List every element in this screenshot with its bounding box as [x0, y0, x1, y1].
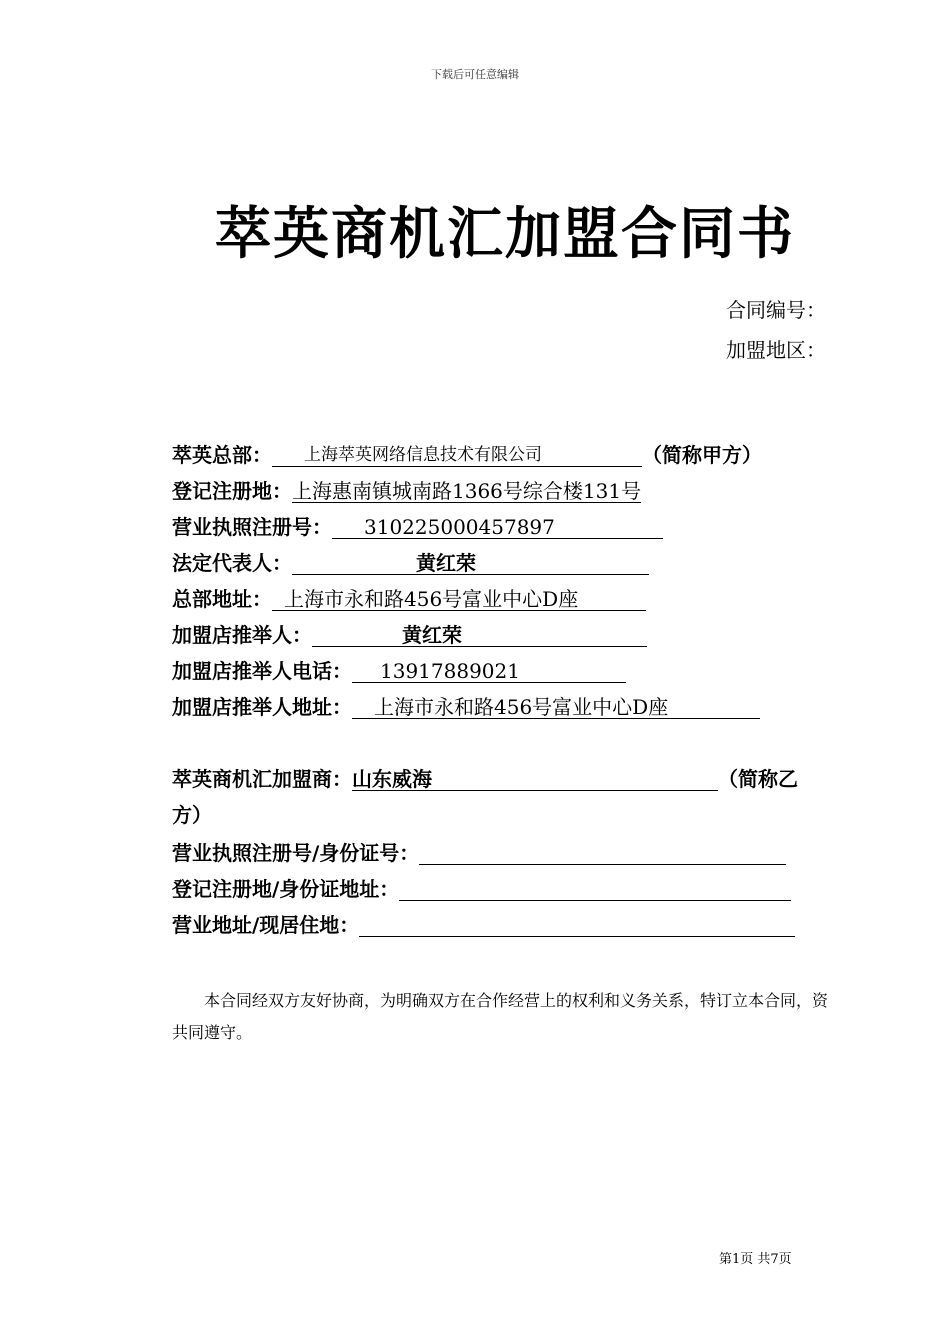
license-id-row: [172, 841, 786, 865]
referrer-phone-value: 13917889021: [352, 660, 626, 683]
legal-rep-row: [172, 551, 649, 575]
legal-rep-value: 黄红荣: [292, 552, 649, 575]
referrer-value: 黄红荣: [312, 624, 647, 647]
hq-value: 上海萃英网络信息技术有限公司: [272, 444, 642, 467]
header-note: 下载后可任意编辑: [431, 68, 519, 81]
registration-row: [172, 479, 641, 503]
registration-value: 上海惠南镇城南路1366号综合楼131号: [292, 479, 642, 503]
referrer-row: [172, 623, 647, 647]
license-id-label: 营业执照注册号/身份证号：: [172, 841, 420, 865]
region-label: 加盟地区：: [726, 338, 826, 362]
biz-address-field[interactable]: [359, 914, 795, 937]
license-label: 营业执照注册号：: [172, 515, 332, 539]
hq-label: 萃英总部：: [172, 443, 272, 467]
hq-address-label: 总部地址：: [172, 587, 272, 611]
license-id-field[interactable]: [419, 842, 786, 865]
dealer-row: [172, 767, 798, 791]
biz-address-row: [172, 913, 795, 937]
reg-id-label: 登记注册地/身份证地址：: [172, 877, 400, 901]
referrer-phone-row: [172, 659, 626, 683]
license-value: 310225000457897: [332, 516, 663, 539]
license-row: [172, 515, 663, 539]
dealer-value: 山东威海: [352, 768, 718, 791]
hq-address-value: 上海市永和路456号富业中心D座: [272, 588, 646, 611]
dealer-suffix-continued: 方）: [172, 803, 212, 827]
hq-suffix: （简称甲方）: [642, 443, 762, 467]
page-footer: 第1页 共7页: [719, 1252, 792, 1267]
legal-rep-label: 法定代表人：: [172, 551, 292, 575]
contract-title: 萃英商机汇加盟合同书: [215, 201, 795, 267]
reg-id-field[interactable]: [399, 878, 791, 901]
dealer-suffix-row: [172, 803, 212, 827]
reg-id-row: [172, 877, 791, 901]
referrer-address-value: 上海市永和路456号富业中心D座: [352, 696, 760, 719]
referrer-address-label: 加盟店推举人地址：: [172, 695, 352, 719]
dealer-label: 萃英商机汇加盟商：: [172, 767, 352, 791]
referrer-phone-label: 加盟店推举人电话：: [172, 659, 352, 683]
biz-address-label: 营业地址/现居住地：: [172, 913, 360, 937]
preamble-paragraph: 本合同经双方友好协商，为明确双方在合作经营上的权利和义务关系，特订立本合同，资共同遵守。: [172, 991, 829, 1042]
referrer-label: 加盟店推举人：: [172, 623, 312, 647]
dealer-suffix: （简称乙: [718, 767, 798, 791]
referrer-address-row: [172, 695, 760, 719]
contract-number-label: 合同编号：: [726, 298, 826, 322]
registration-label: 登记注册地：: [172, 479, 292, 503]
hq-address-row: [172, 587, 646, 611]
hq-row: [172, 443, 762, 467]
